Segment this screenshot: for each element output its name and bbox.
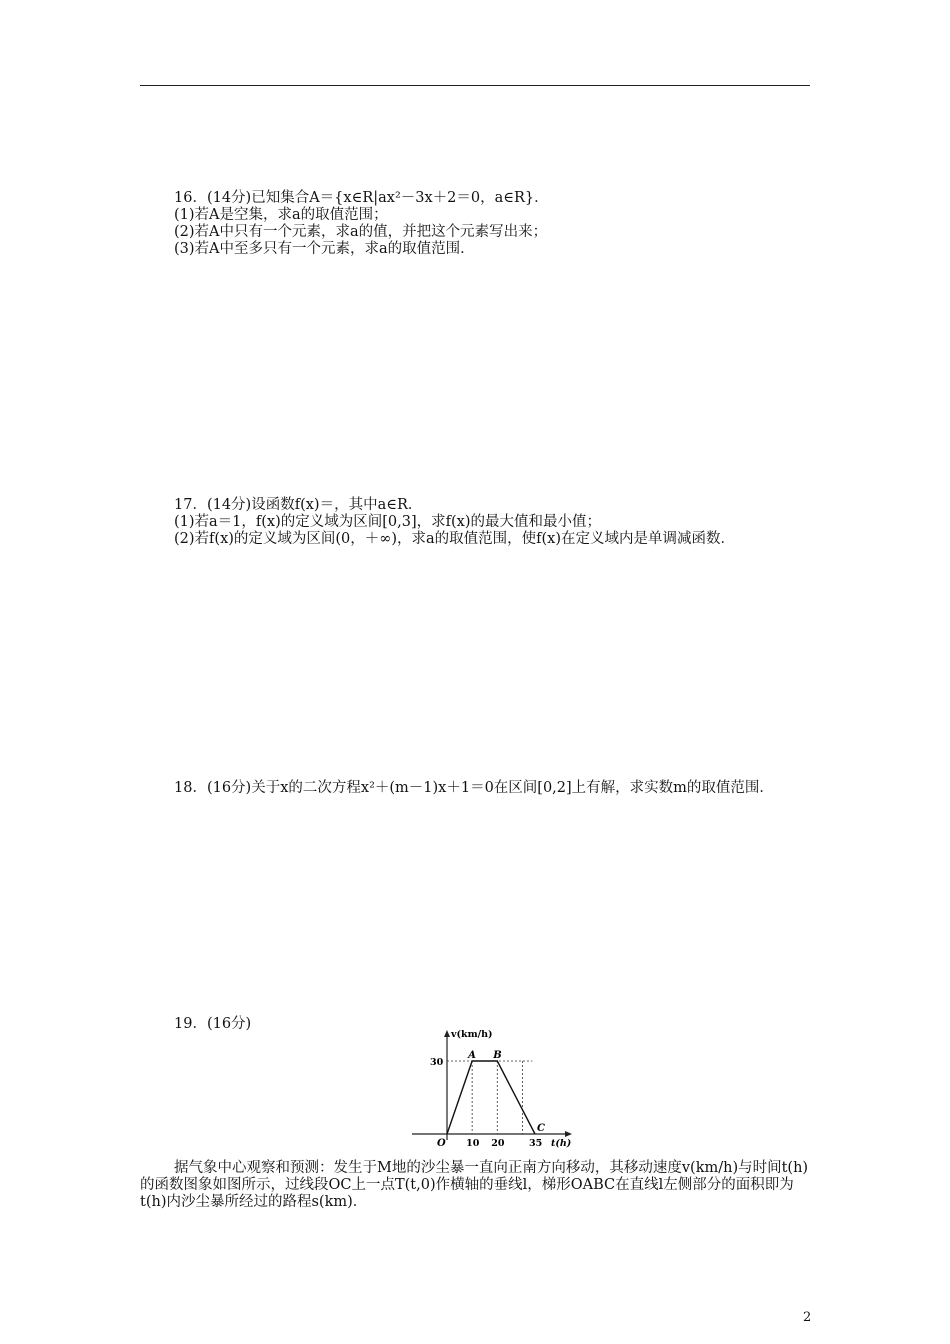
question-16-stem: 16．(14分)已知集合A＝{x∈R|ax²－3x＋2＝0，a∈R}． <box>174 190 549 206</box>
x-axis-label: t(h) <box>551 1138 572 1149</box>
y-tick-30: 30 <box>430 1057 444 1068</box>
question-19-text: 据气象中心观察和预测：发生于M地的沙尘暴一直向正南方向移动，其移动速度v(km/h)与时间t(h)的函数图象如图所示，过线段OC上一点T(t,0)作横轴的垂线l，梯形OABC在直线l左侧部分的面积即为t(h)内沙尘暴所经过的路程s(km)． <box>140 1160 809 1210</box>
point-label-O: O <box>437 1138 446 1149</box>
y-axis-label: v(km/h) <box>451 1029 493 1040</box>
question-16 <box>140 190 812 258</box>
velocity-time-chart <box>410 1028 580 1150</box>
x-tick-10: 10 <box>466 1138 480 1149</box>
question-17-part-2: (2)若f(x)的定义域为区间(0，＋∞)，求a的取值范围，使f(x)在定义域内是单调减函数． <box>174 531 736 547</box>
question-19 <box>140 1160 812 1211</box>
series-line <box>447 1061 535 1134</box>
question-18 <box>140 780 812 797</box>
point-label-A: A <box>468 1050 476 1061</box>
question-19-stem: 19．(16分) <box>174 1016 252 1032</box>
x-tick-35: 35 <box>529 1138 543 1149</box>
question-16-part-2: (2)若A中只有一个元素，求a的值，并把这个元素写出来； <box>174 224 548 240</box>
question-18-stem: 18．(16分)关于x的二次方程x²＋(m－1)x＋1＝0在区间[0,2]上有解，求实数m的取值范围． <box>174 780 774 796</box>
header-rule <box>140 85 810 86</box>
page-number: 2 <box>803 1310 812 1325</box>
question-17-part-1: (1)若a＝1，f(x)的定义域为区间[0,3]，求f(x)的最大值和最小值； <box>174 514 601 530</box>
x-axis-arrow <box>565 1131 572 1137</box>
point-label-B: B <box>493 1050 502 1061</box>
question-16-part-1: (1)若A是空集，求a的取值范围； <box>174 207 388 223</box>
question-17-stem: 17．(14分)设函数f(x)＝，其中a∈R． <box>174 497 423 513</box>
question-17 <box>140 497 812 548</box>
x-tick-20: 20 <box>491 1138 505 1149</box>
point-label-C: C <box>537 1123 545 1134</box>
y-axis-arrow <box>444 1030 450 1037</box>
question-16-part-3: (3)若A中至多只有一个元素，求a的取值范围． <box>174 241 475 257</box>
